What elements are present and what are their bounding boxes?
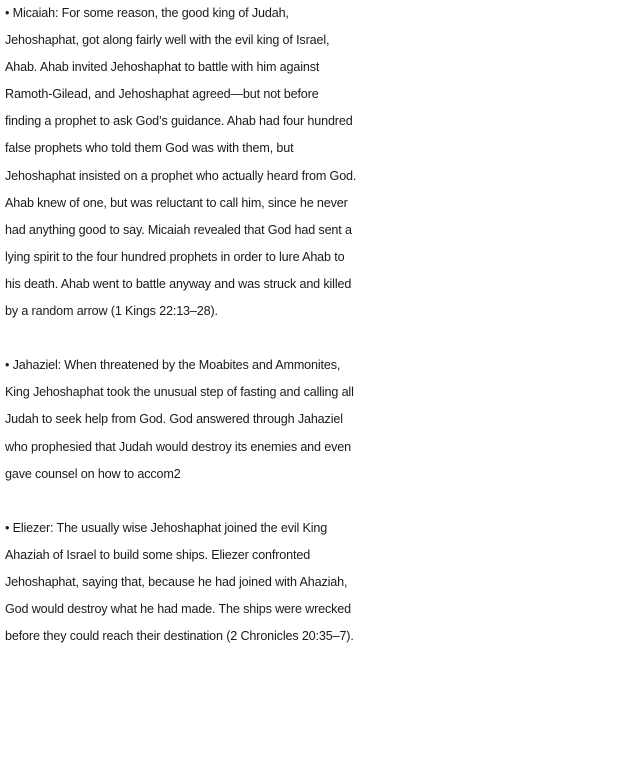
text-line: Ahab. Ahab invited Jehoshaphat to battle with him against — [5, 60, 320, 75]
text-line: King Jehoshaphat took the unusual step of fasting and calling all — [5, 385, 354, 400]
text-line: false prophets who told them God was with them, but — [5, 141, 294, 156]
entry-micaiah — [5, 0, 641, 325]
text-line: God would destroy what he had made. The ships were wrecked — [5, 602, 351, 617]
text-line: had anything good to say. Micaiah revealed that God had sent a — [5, 222, 352, 237]
text-line: lying spirit to the four hundred prophets in order to lure Ahab to — [5, 249, 345, 264]
entry-eliezer — [5, 515, 641, 650]
text-line: who prophesied that Judah would destroy its enemies and even — [5, 439, 351, 454]
document-page — [5, 0, 641, 650]
text-line: Jehoshaphat, saying that, because he had joined with Ahaziah, — [5, 574, 348, 589]
entry-jahaziel — [5, 352, 641, 487]
text-line: by a random arrow (1 Kings 22:13–28). — [5, 304, 218, 319]
text-line: Judah to seek help from God. God answered through Jahaziel — [5, 412, 343, 427]
paragraph-gap — [5, 488, 641, 515]
paragraph-gap — [5, 325, 641, 352]
text-line: before they could reach their destination (2 Chronicles 20:35–7). — [5, 629, 354, 644]
text-line: • Jahaziel: When threatened by the Moabites and Ammonites, — [5, 358, 341, 373]
text-line: Ahaziah of Israel to build some ships. Eliezer confronted — [5, 547, 311, 562]
text-line: Jehoshaphat insisted on a prophet who actually heard from God. — [5, 168, 357, 183]
text-line: gave counsel on how to accom2 — [5, 466, 181, 481]
text-line: Jehoshaphat, got along fairly well with the evil king of Israel, — [5, 33, 330, 48]
text-line: his death. Ahab went to battle anyway and was struck and killed — [5, 276, 352, 291]
text-line: Ahab knew of one, but was reluctant to call him, since he never — [5, 195, 348, 210]
text-line: • Eliezer: The usually wise Jehoshaphat joined the evil King — [5, 520, 328, 535]
text-line: finding a prophet to ask God’s guidance. Ahab had four hundred — [5, 114, 353, 129]
text-line: Ramoth-Gilead, and Jehoshaphat agreed—but not before — [5, 87, 319, 102]
text-line: • Micaiah: For some reason, the good king of Judah, — [5, 6, 289, 20]
